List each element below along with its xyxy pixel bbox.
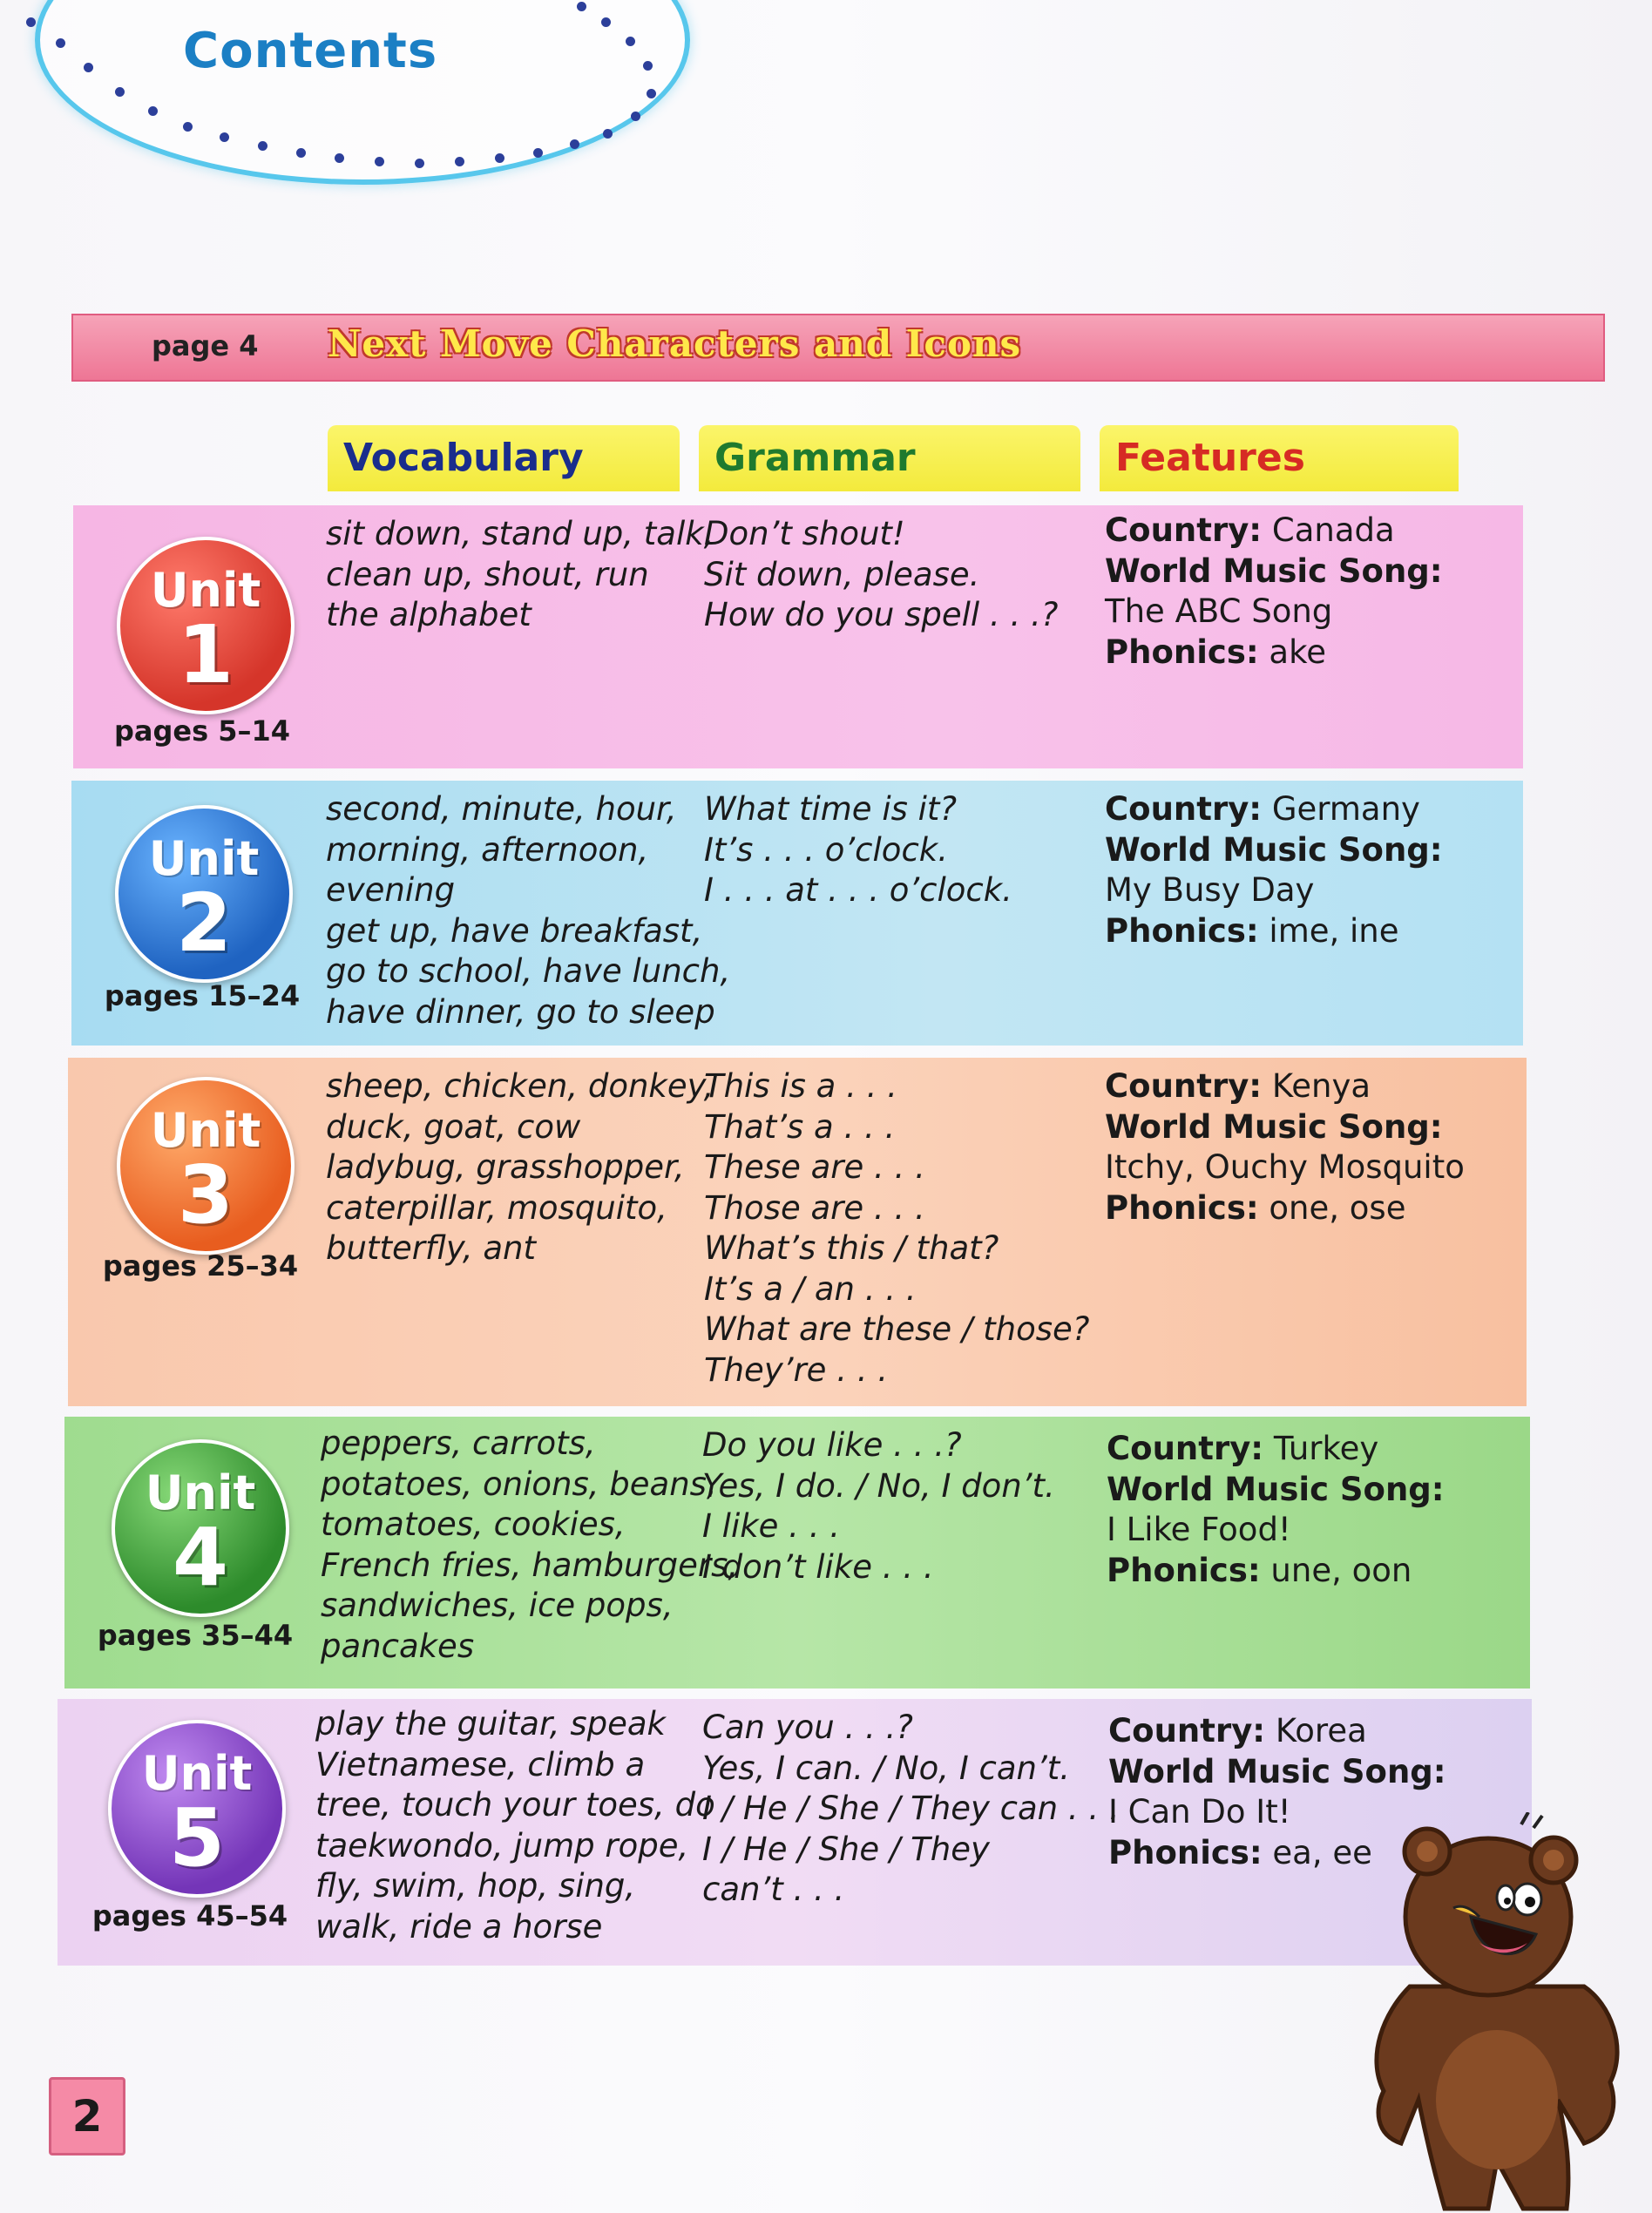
unit-4-badge [112, 1439, 289, 1617]
phonics-label: Phonics: [1108, 1833, 1263, 1871]
unit-number: 2 [175, 876, 232, 970]
phonics-value: ime, ine [1269, 911, 1399, 950]
unit-pages: pages 35–44 [97, 1619, 294, 1652]
unit-vocabulary: second, minute, hour, morning, afternoon, evening get up, have breakfast, go to school, have lunch, have dinner, go to sleep [326, 790, 731, 1031]
unit-features [1107, 1429, 1445, 1591]
unit-vocabulary: sit down, stand up, talk, clean up, shout, run the alphabet [326, 515, 714, 633]
unit-grammar: What time is it? It’s . . . o’clock. I . . . at . . . o’clock. [704, 790, 1012, 909]
unit-pages: pages 5–14 [113, 714, 291, 748]
unit-grammar: This is a . . . That’s a . . . These are . . . Those are . . . What’s this / that? It’s a / an . . . What are these / those? They’re . . . [704, 1067, 1090, 1389]
unit-row-5 [58, 1699, 1532, 1966]
unit-vocabulary: sheep, chicken, donkey, duck, goat, cow ladybug, grasshopper, caterpillar, mosquito, butterfly, ant [326, 1067, 714, 1267]
unit-2-badge [115, 805, 293, 983]
characters-icons-banner [71, 314, 1605, 382]
unit-row-3 [68, 1058, 1527, 1406]
unit-grammar: Don’t shout! Sit down, please. How do you spell . . .? [704, 515, 1059, 633]
page-number: 2 [49, 2077, 125, 2155]
country-label: Country: [1105, 790, 1263, 828]
unit-vocabulary: play the guitar, speak Vietnamese, climb a tree, touch your toes, do taekwondo, jump rope, fly, swim, hop, sing, walk, ride a horse [315, 1705, 715, 1946]
unit-5-badge [108, 1720, 286, 1898]
song-label: World Music Song: [1105, 830, 1443, 869]
unit-1-badge [117, 537, 295, 714]
phonics-label: Phonics: [1105, 1188, 1259, 1227]
country-value: Canada [1271, 511, 1395, 549]
song-value: Itchy, Ouchy Mosquito [1105, 1148, 1465, 1186]
unit-grammar: Can you . . .? Yes, I can. / No, I can’t. I / He / She / They can . . . I / He / She / They can’t . . . [702, 1709, 1120, 1908]
song-value: My Busy Day [1105, 871, 1315, 909]
unit-pages: pages 15–24 [104, 979, 301, 1012]
unit-number: 1 [177, 608, 234, 701]
unit-number: 3 [177, 1148, 234, 1242]
country-value: Turkey [1273, 1430, 1379, 1467]
country-label: Country: [1107, 1430, 1264, 1467]
page-title: Contents [183, 23, 438, 79]
unit-row-4 [64, 1417, 1530, 1689]
phonics-value: ea, ee [1272, 1833, 1372, 1871]
unit-pages: pages 45–54 [91, 1899, 288, 1932]
country-value: Kenya [1271, 1067, 1371, 1105]
unit-row-1 [73, 505, 1523, 768]
song-value: I Can Do It! [1108, 1793, 1291, 1831]
phonics-value: ake [1269, 633, 1326, 671]
country-value: Korea [1275, 1712, 1367, 1749]
banner-title: Next Move Characters and Icons [328, 322, 1022, 365]
features-header: Features [1100, 425, 1459, 491]
unit-word: Unit [150, 563, 261, 618]
unit-word: Unit [150, 1103, 261, 1158]
song-value: The ABC Song [1105, 592, 1333, 630]
song-value: I Like Food! [1107, 1511, 1291, 1548]
grammar-header: Grammar [699, 425, 1080, 491]
unit-features [1105, 1066, 1465, 1228]
unit-grammar: Do you like . . .? Yes, I do. / No, I don’t. I like . . . I don’t like . . . [702, 1426, 1055, 1586]
phonics-label: Phonics: [1107, 1551, 1261, 1589]
song-label: World Music Song: [1105, 1107, 1443, 1146]
unit-3-badge [117, 1077, 295, 1255]
unit-vocabulary: peppers, carrots, potatoes, onions, beans, tomatoes, cookies, French fries, hamburgers, sandwiches, ice pops, pancakes [321, 1425, 739, 1665]
unit-number: 4 [172, 1511, 228, 1604]
phonics-label: Phonics: [1105, 633, 1259, 671]
unit-row-2 [71, 781, 1523, 1046]
country-label: Country: [1105, 511, 1263, 549]
song-label: World Music Song: [1107, 1470, 1445, 1508]
unit-word: Unit [145, 1465, 256, 1520]
unit-word: Unit [141, 1746, 253, 1801]
vocabulary-header: Vocabulary [328, 425, 680, 491]
unit-features [1105, 511, 1443, 673]
country-value: Germany [1271, 790, 1420, 828]
phonics-value: une, oon [1270, 1551, 1412, 1589]
country-label: Country: [1108, 1712, 1266, 1749]
phonics-label: Phonics: [1105, 911, 1259, 950]
song-label: World Music Song: [1105, 552, 1443, 590]
country-label: Country: [1105, 1067, 1263, 1105]
song-label: World Music Song: [1108, 1752, 1446, 1790]
unit-word: Unit [148, 831, 260, 886]
bear-mascot-illustration [1349, 1812, 1652, 2213]
banner-page-ref: page 4 [152, 329, 259, 362]
phonics-value: one, ose [1269, 1188, 1406, 1227]
unit-pages: pages 25–34 [102, 1249, 299, 1282]
unit-number: 5 [168, 1791, 225, 1885]
unit-features [1105, 789, 1443, 951]
